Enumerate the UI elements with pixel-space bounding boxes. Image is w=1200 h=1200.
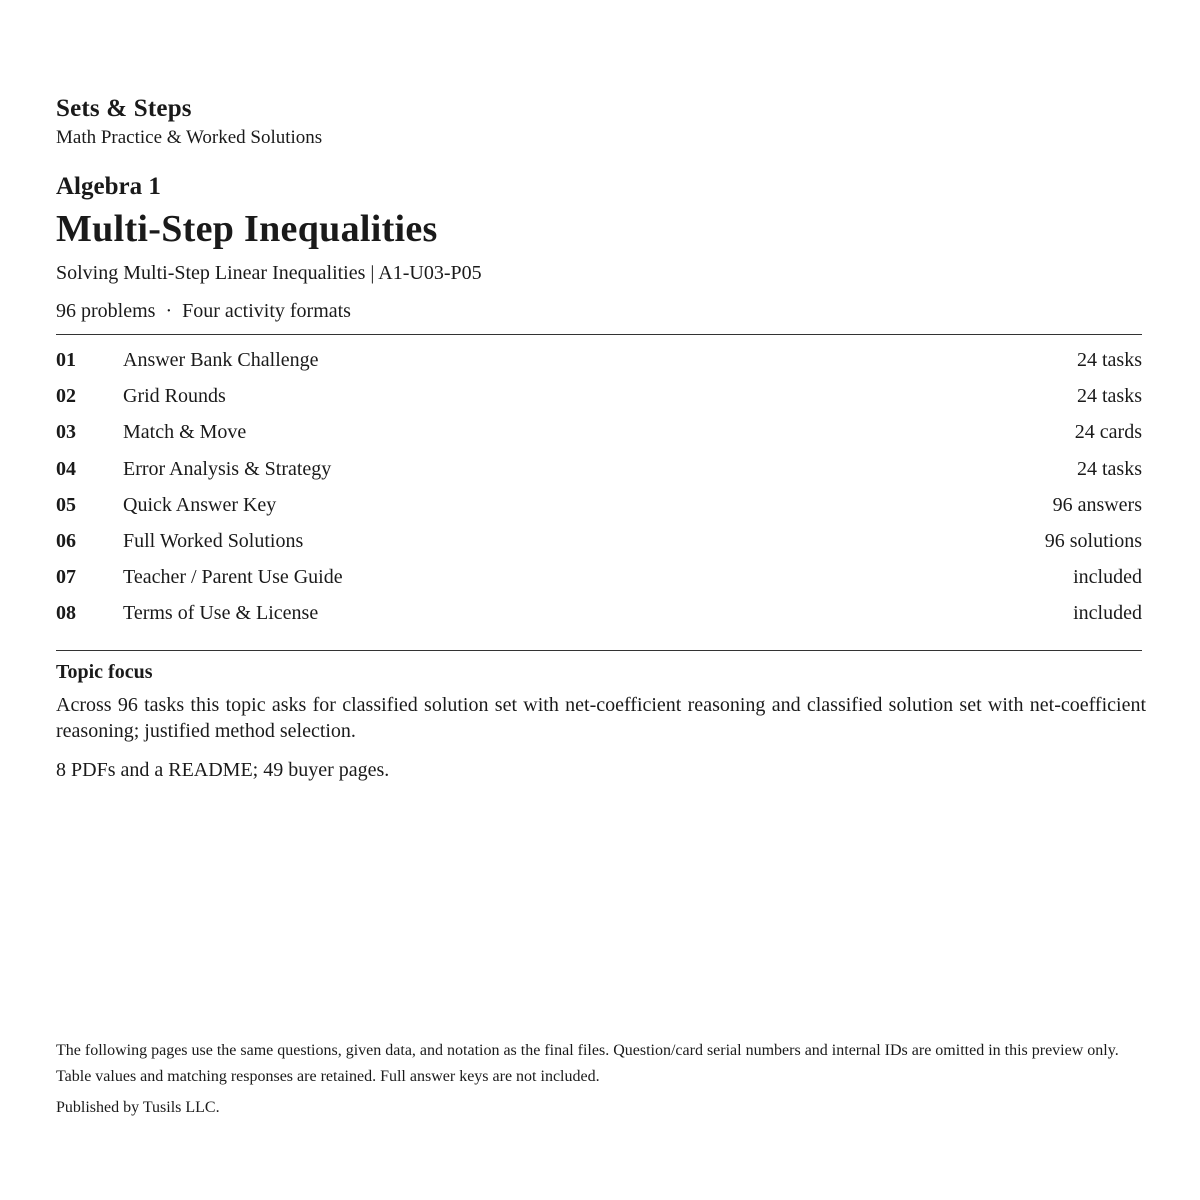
- preview-note: The following pages use the same questions, given data, and notation as the final files. Question/card serial numbers and internal IDs are omitted in this preview only. Table values and matching responses are retained. Full answer keys are not included.: [56, 1042, 1119, 1085]
- divider-bottom: [56, 650, 1142, 651]
- topic-focus-heading: Topic focus: [56, 661, 153, 683]
- course-name: Algebra 1: [56, 173, 161, 200]
- brand-name: Sets & Steps: [56, 95, 192, 122]
- contents-count: 24 tasks: [1077, 349, 1142, 371]
- topic-focus-text: Across 96 tasks this topic asks for classified solution set with net-coefficient reasoning and classified solution set with net-coefficient reasoning; justified method selection.: [56, 694, 1146, 742]
- contents-label: Match & Move: [123, 421, 247, 444]
- contents-label: Error Analysis & Strategy: [123, 457, 332, 480]
- page-title: Multi-Step Inequalities: [56, 208, 438, 250]
- contents-count: 24 cards: [1074, 421, 1142, 444]
- format-count: Four activity formats: [182, 300, 351, 322]
- files-summary: 8 PDFs and a README; 49 buyer pages.: [56, 759, 390, 781]
- contents-row: [56, 595, 1142, 631]
- contents-number: 04: [56, 457, 76, 480]
- page-subtitle: Solving Multi-Step Linear Inequalities | A1-U03-P05: [56, 262, 482, 284]
- document-page: [56, 0, 1146, 1200]
- contents-label: Answer Bank Challenge: [123, 349, 319, 371]
- contents-label: Full Worked Solutions: [123, 529, 304, 552]
- contents-number: 01: [56, 349, 76, 371]
- contents-count: 96 solutions: [1044, 529, 1142, 552]
- contents-number: 06: [56, 529, 76, 552]
- contents-count: 24 tasks: [1077, 385, 1142, 408]
- contents-label: Quick Answer Key: [123, 493, 277, 516]
- divider-top: [56, 334, 1142, 335]
- contents-row: [56, 414, 1142, 450]
- contents-count: included: [1073, 566, 1142, 589]
- contents-count: 24 tasks: [1077, 457, 1142, 480]
- contents-number: 02: [56, 385, 76, 408]
- contents-row: [56, 523, 1142, 559]
- contents-list: [56, 342, 1142, 632]
- contents-number: 03: [56, 421, 76, 444]
- contents-count: included: [1073, 602, 1142, 625]
- contents-row: [56, 487, 1142, 523]
- problem-count: 96 problems: [56, 300, 156, 322]
- contents-row: [56, 559, 1142, 595]
- meta-separator: ·: [165, 300, 173, 322]
- contents-number: 08: [56, 602, 76, 625]
- brand-tagline: Math Practice & Worked Solutions: [56, 127, 323, 148]
- contents-label: Teacher / Parent Use Guide: [123, 566, 343, 589]
- contents-label: Terms of Use & License: [123, 602, 319, 625]
- contents-label: Grid Rounds: [123, 385, 226, 408]
- contents-row: [56, 342, 1142, 378]
- contents-number: 05: [56, 493, 76, 516]
- contents-row: [56, 451, 1142, 487]
- contents-number: 07: [56, 566, 76, 589]
- contents-count: 96 answers: [1052, 493, 1142, 516]
- product-meta: [56, 298, 351, 324]
- contents-row: [56, 378, 1142, 414]
- publisher-line: Published by Tusils LLC.: [56, 1099, 220, 1116]
